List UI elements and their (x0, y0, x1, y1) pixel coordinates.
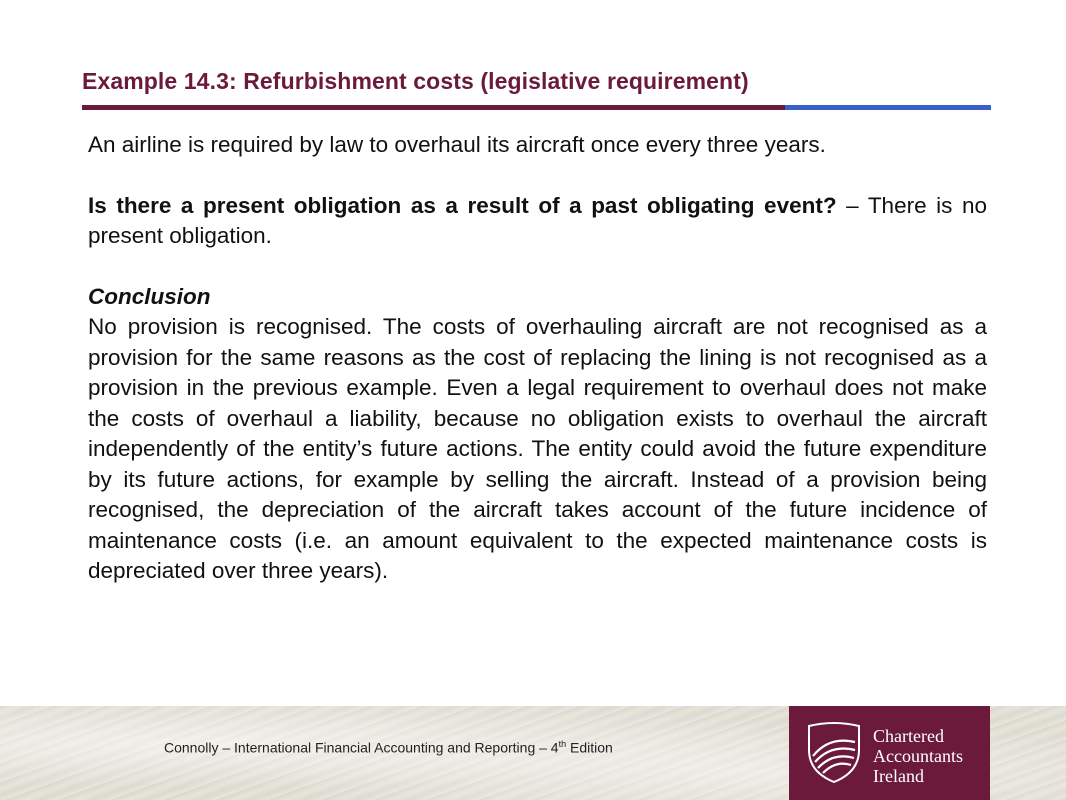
footer-citation-end: Edition (566, 739, 613, 756)
title-underline-maroon (82, 105, 785, 110)
conclusion-heading: Conclusion (88, 283, 211, 309)
conclusion-text: No provision is recognised. The costs of overhauling aircraft are not recognised as a provision for the same reasons as the cost of replacing the lining is not recognised as a provision in the previous example. Even a legal requirement to overhaul does not make the costs of overhaul a liability, because no obligation exists to overhaul the aircraft independently of the entity’s future actions. The entity could avoid the future expenditure by its future actions, for example by selling the aircraft. Instead of a provision being recognised, the depreciation of the aircraft takes account of the future incidence of maintenance costs (i.e. an amount equivalent to the expected maintenance costs is depreciated over three years). (88, 314, 987, 583)
footer-citation (164, 739, 613, 756)
logo-line-2: Accountants (873, 746, 963, 766)
logo-line-1: Chartered (873, 726, 944, 746)
intro-paragraph: An airline is required by law to overhaul its aircraft once every three years. (88, 132, 826, 157)
logo-line-3: Ireland (873, 766, 924, 786)
question-text: Is there a present obligation as a result of a past obligating event? (88, 192, 837, 218)
slide-body (88, 130, 987, 587)
question-dash: – (836, 192, 859, 218)
logo-shield-icon (803, 720, 865, 786)
logo-wordmark (873, 726, 963, 786)
title-underline-blue (785, 105, 991, 110)
footer-citation-sup: th (558, 739, 567, 749)
chartered-accountants-logo (789, 706, 990, 800)
answer-text: There is no present obligation. (88, 192, 987, 248)
footer-citation-main: Connolly – International Financial Accounting and Reporting – 4 (164, 739, 559, 756)
question-paragraph (88, 191, 987, 252)
slide-title: Example 14.3: Refurbishment costs (legislative requirement) (82, 68, 749, 94)
